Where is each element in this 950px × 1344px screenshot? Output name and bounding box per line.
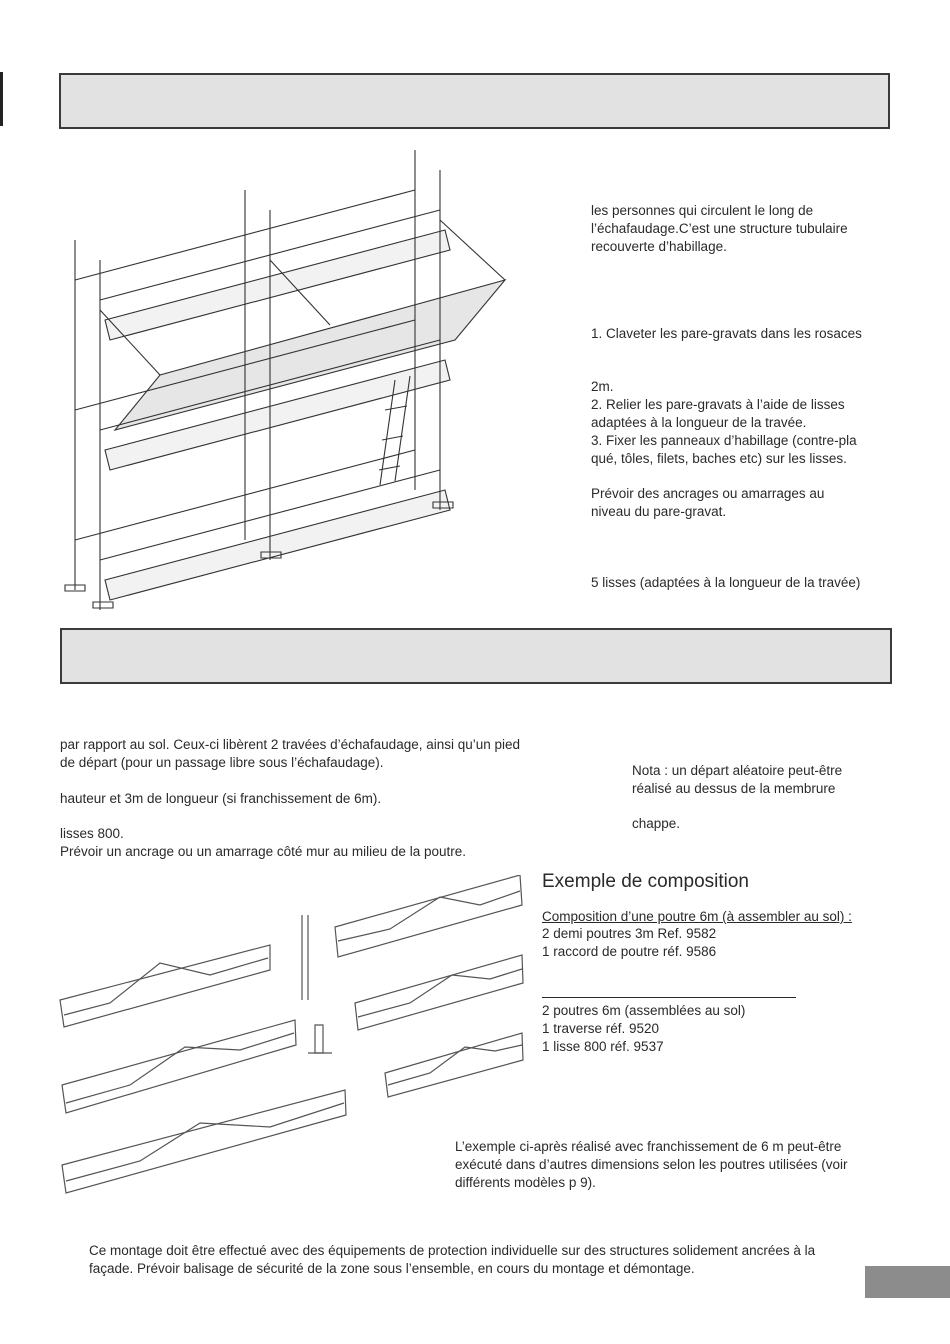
mid-line-3: hauteur et 3m de longueur (si franchissement de 6m).: [60, 791, 382, 806]
poutre-item-2: 1 raccord de poutre réf. 9586: [542, 944, 717, 959]
footer-line-2: façade. Prévoir balisage de sécurité de la zone sous l’ensemble, en cours du montage et démontage.: [89, 1261, 695, 1276]
page-edge-marker: [0, 72, 3, 126]
intro-line-2: l’échafaudage.C’est une structure tubulaire: [591, 221, 848, 236]
step-text-4: 3. Fixer les panneaux d’habillage (contre-pla: [591, 433, 857, 448]
nota-tail: chappe.: [632, 816, 681, 831]
section-rule: [542, 997, 796, 998]
mid-line-5: Prévoir un ancrage ou un amarrage côté mur au milieu de la poutre.: [60, 844, 466, 859]
poutre-item-1: 2 demi poutres 3m Ref. 9582: [542, 926, 717, 941]
section-header-banner-top: [59, 73, 890, 129]
nota-line-2: réalisé au dessus de la membrure: [632, 781, 836, 796]
lisses-note: 5 lisses (adaptées à la longueur de la travée): [591, 575, 861, 590]
page-number-tab: [865, 1266, 950, 1298]
composition-heading: Exemple de composition: [542, 871, 749, 892]
example-line-3: différents modèles p 9).: [455, 1175, 596, 1190]
mid-line-1: par rapport au sol. Ceux-ci libèrent 2 travées d’échafaudage, ainsi qu’un pied: [60, 737, 521, 752]
step-text-2: 2. Relier les pare-gravats à l’aide de lisses: [591, 397, 845, 412]
section-header-banner-middle: [60, 628, 892, 684]
mid-line-2: de départ (pour un passage libre sous l’échafaudage).: [60, 755, 384, 770]
assembly-item-2: 1 traverse réf. 9520: [542, 1021, 660, 1036]
poutre-title: Composition d’une poutre 6m (à assembler au sol) :: [542, 909, 852, 924]
mid-line-4: lisses 800.: [60, 826, 124, 841]
intro-line-1: les personnes qui circulent le long de: [591, 203, 814, 218]
example-line-2: exécuté dans d’autres dimensions selon les poutres utilisées (voir: [455, 1157, 848, 1172]
example-line-1: L’exemple ci-après réalisé avec franchissement de 6 m peut-être: [455, 1139, 842, 1154]
step-text-1: 2m.: [591, 379, 614, 394]
footer-line-1: Ce montage doit être effectué avec des équipements de protection individuelle sur des structures solidement ancrées à la: [89, 1243, 816, 1258]
assembly-item-1: 2 poutres 6m (assemblées au sol): [542, 1003, 746, 1018]
step-text-3: adaptées à la longueur de la travée.: [591, 415, 807, 430]
nota-line-1: Nota : un départ aléatoire peut-être: [632, 763, 843, 778]
assembly-item-3: 1 lisse 800 réf. 9537: [542, 1039, 664, 1054]
anchor-note-1: Prévoir des ancrages ou amarrages au: [591, 486, 825, 501]
intro-line-3: recouverte d’habillage.: [591, 239, 727, 254]
anchor-note-2: niveau du pare-gravat.: [591, 504, 727, 519]
scaffold-illustration: [55, 140, 525, 620]
step-1: 1. Claveter les pare-gravats dans les rosaces: [591, 326, 862, 341]
step-text-5: qué, tôles, filets, baches etc) sur les lisses.: [591, 451, 847, 466]
